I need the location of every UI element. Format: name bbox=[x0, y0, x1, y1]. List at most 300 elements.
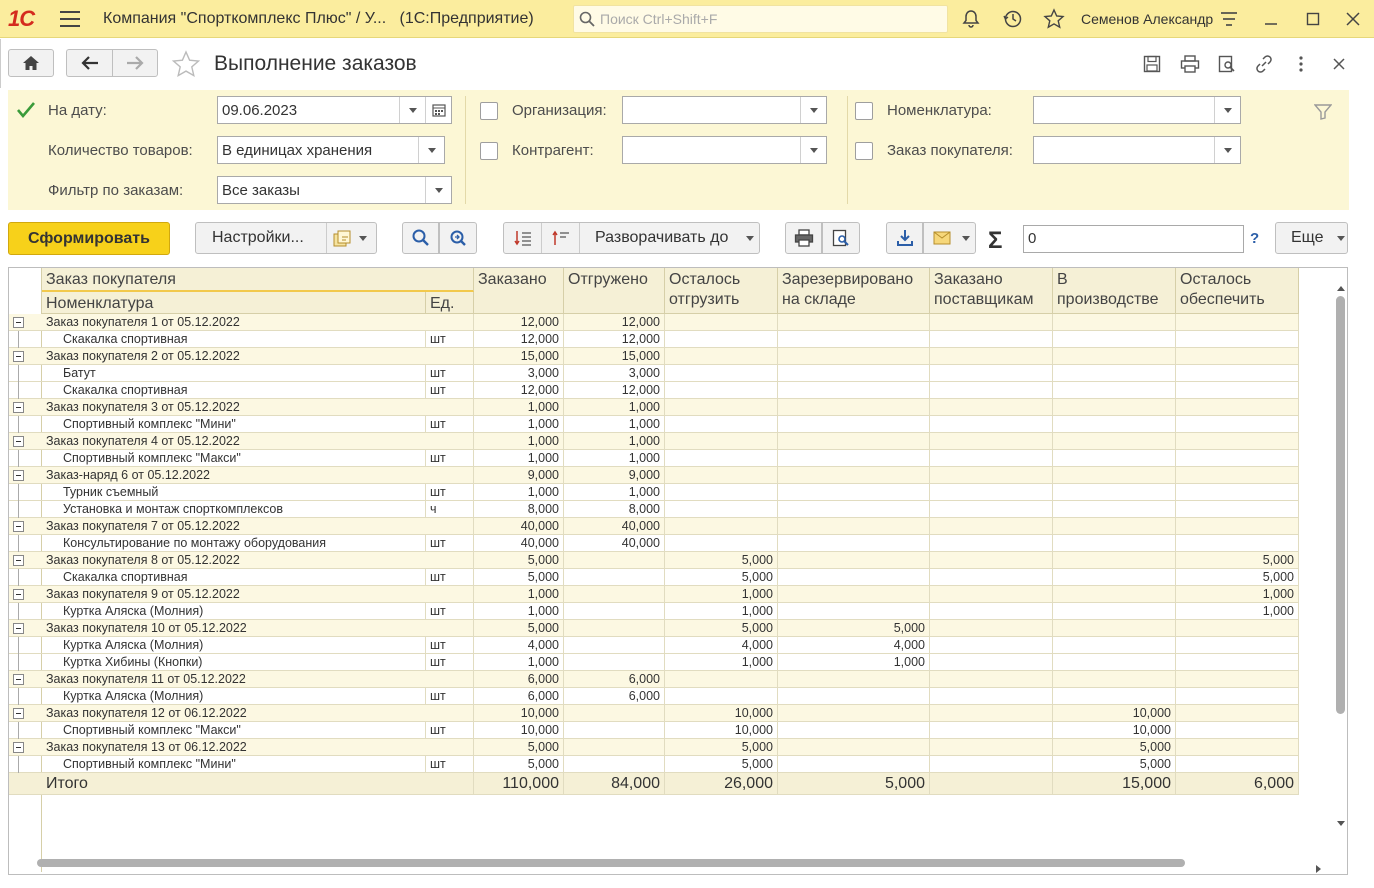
unit-cell[interactable]: шт bbox=[426, 416, 474, 432]
ordered-cell[interactable]: 1,000 bbox=[474, 399, 564, 415]
item-row[interactable] bbox=[9, 450, 1299, 467]
in-production-cell[interactable] bbox=[1053, 620, 1176, 636]
ordered-suppliers-cell[interactable] bbox=[930, 450, 1053, 466]
order-name-cell[interactable]: Заказ покупателя 13 от 06.12.2022 bbox=[42, 739, 474, 755]
in-production-cell[interactable] bbox=[1053, 348, 1176, 364]
in-production-cell[interactable] bbox=[1053, 365, 1176, 381]
order-name-cell[interactable]: Заказ покупателя 9 от 05.12.2022 bbox=[42, 586, 474, 602]
reserved-cell[interactable] bbox=[778, 467, 930, 483]
total-shipped-cell[interactable]: 84,000 bbox=[564, 773, 665, 795]
header-left-ship[interactable]: Осталось отгрузить bbox=[665, 268, 778, 314]
ordered-cell[interactable]: 6,000 bbox=[474, 688, 564, 704]
in-production-cell[interactable] bbox=[1053, 331, 1176, 347]
customer-order-field[interactable] bbox=[1033, 136, 1241, 164]
order-group-row[interactable] bbox=[9, 705, 1299, 722]
collapse-group-icon[interactable] bbox=[13, 742, 24, 753]
left-provide-cell[interactable] bbox=[1176, 399, 1299, 415]
nomenclature-field[interactable] bbox=[1033, 96, 1241, 124]
reserved-cell[interactable] bbox=[778, 501, 930, 517]
nomenclature-cell[interactable]: Скакалка спортивная bbox=[42, 331, 426, 347]
order-name-cell[interactable]: Заказ покупателя 3 от 05.12.2022 bbox=[42, 399, 474, 415]
ordered-cell[interactable]: 1,000 bbox=[474, 416, 564, 432]
left-ship-cell[interactable]: 1,000 bbox=[665, 654, 778, 670]
order-name-cell[interactable]: Заказ-наряд 6 от 05.12.2022 bbox=[42, 467, 474, 483]
collapse-group-icon[interactable] bbox=[13, 623, 24, 634]
order-group-row[interactable] bbox=[9, 518, 1299, 535]
shipped-cell[interactable]: 40,000 bbox=[564, 535, 665, 551]
expand-all-button[interactable] bbox=[504, 223, 541, 253]
reserved-cell[interactable] bbox=[778, 518, 930, 534]
left-ship-cell[interactable]: 10,000 bbox=[665, 705, 778, 721]
shipped-cell[interactable]: 8,000 bbox=[564, 501, 665, 517]
left-ship-cell[interactable] bbox=[665, 365, 778, 381]
header-left-provide[interactable]: Осталось обеспечить bbox=[1176, 268, 1299, 314]
organization-field[interactable] bbox=[622, 96, 827, 124]
left-provide-cell[interactable] bbox=[1176, 620, 1299, 636]
header-order[interactable]: Заказ покупателя bbox=[42, 268, 474, 292]
ordered-cell[interactable]: 4,000 bbox=[474, 637, 564, 653]
ordered-cell[interactable]: 8,000 bbox=[474, 501, 564, 517]
sum-icon[interactable]: Σ bbox=[988, 227, 1003, 254]
ordered-cell[interactable]: 1,000 bbox=[474, 603, 564, 619]
in-production-cell[interactable] bbox=[1053, 671, 1176, 687]
shipped-cell[interactable]: 12,000 bbox=[564, 382, 665, 398]
left-ship-cell[interactable] bbox=[665, 671, 778, 687]
order-group-row[interactable] bbox=[9, 739, 1299, 756]
left-provide-cell[interactable] bbox=[1176, 433, 1299, 449]
unit-cell[interactable]: шт bbox=[426, 365, 474, 381]
in-production-cell[interactable] bbox=[1053, 654, 1176, 670]
close-window-icon[interactable] bbox=[1340, 6, 1366, 32]
order-name-cell[interactable]: Заказ покупателя 1 от 05.12.2022 bbox=[42, 314, 474, 330]
organization-dropdown-icon[interactable] bbox=[800, 97, 826, 123]
reserved-cell[interactable] bbox=[778, 450, 930, 466]
ordered-suppliers-cell[interactable] bbox=[930, 739, 1053, 755]
left-ship-cell[interactable] bbox=[665, 518, 778, 534]
shipped-cell[interactable]: 12,000 bbox=[564, 331, 665, 347]
left-provide-cell[interactable] bbox=[1176, 382, 1299, 398]
collapse-group-icon[interactable] bbox=[13, 470, 24, 481]
reserved-cell[interactable] bbox=[778, 535, 930, 551]
nomenclature-cell[interactable]: Скакалка спортивная bbox=[42, 569, 426, 585]
item-row[interactable] bbox=[9, 365, 1299, 382]
nomenclature-cell[interactable]: Куртка Аляска (Молния) bbox=[42, 603, 426, 619]
item-row[interactable] bbox=[9, 756, 1299, 773]
order-filter-dropdown-icon[interactable] bbox=[425, 177, 451, 203]
collapse-group-icon[interactable] bbox=[13, 351, 24, 362]
ordered-suppliers-cell[interactable] bbox=[930, 501, 1053, 517]
date-field[interactable] bbox=[217, 96, 452, 124]
item-row[interactable] bbox=[9, 331, 1299, 348]
left-ship-cell[interactable] bbox=[665, 399, 778, 415]
unit-cell[interactable]: шт bbox=[426, 484, 474, 500]
ordered-cell[interactable]: 6,000 bbox=[474, 671, 564, 687]
left-provide-cell[interactable]: 1,000 bbox=[1176, 603, 1299, 619]
left-provide-cell[interactable] bbox=[1176, 705, 1299, 721]
header-in-production[interactable]: В производстве bbox=[1053, 268, 1176, 314]
shipped-cell[interactable] bbox=[564, 586, 665, 602]
collapse-group-icon[interactable] bbox=[13, 589, 24, 600]
ordered-suppliers-cell[interactable] bbox=[930, 399, 1053, 415]
print-button[interactable] bbox=[785, 222, 822, 254]
shipped-cell[interactable]: 3,000 bbox=[564, 365, 665, 381]
reserved-cell[interactable] bbox=[778, 484, 930, 500]
sum-field[interactable] bbox=[1023, 225, 1244, 253]
unit-cell[interactable]: шт bbox=[426, 756, 474, 772]
ordered-suppliers-cell[interactable] bbox=[930, 756, 1053, 772]
ordered-cell[interactable]: 12,000 bbox=[474, 382, 564, 398]
ordered-cell[interactable]: 3,000 bbox=[474, 365, 564, 381]
bell-icon[interactable] bbox=[958, 6, 984, 32]
left-provide-cell[interactable] bbox=[1176, 518, 1299, 534]
ordered-cell[interactable]: 10,000 bbox=[474, 705, 564, 721]
shipped-cell[interactable]: 40,000 bbox=[564, 518, 665, 534]
in-production-cell[interactable] bbox=[1053, 314, 1176, 330]
shipped-cell[interactable] bbox=[564, 620, 665, 636]
nomenclature-cell[interactable]: Куртка Аляска (Молния) bbox=[42, 637, 426, 653]
item-row[interactable] bbox=[9, 382, 1299, 399]
left-provide-cell[interactable] bbox=[1176, 365, 1299, 381]
unit-cell[interactable]: шт bbox=[426, 637, 474, 653]
ordered-suppliers-cell[interactable] bbox=[930, 365, 1053, 381]
unit-cell[interactable]: шт bbox=[426, 450, 474, 466]
left-provide-cell[interactable] bbox=[1176, 314, 1299, 330]
unit-cell[interactable]: шт bbox=[426, 688, 474, 704]
ordered-cell[interactable]: 5,000 bbox=[474, 620, 564, 636]
item-row[interactable] bbox=[9, 569, 1299, 586]
collapse-group-icon[interactable] bbox=[13, 708, 24, 719]
ordered-suppliers-cell[interactable] bbox=[930, 518, 1053, 534]
shipped-cell[interactable] bbox=[564, 603, 665, 619]
reserved-cell[interactable] bbox=[778, 722, 930, 738]
ordered-suppliers-cell[interactable] bbox=[930, 705, 1053, 721]
header-ordered-suppliers[interactable]: Заказано поставщикам bbox=[930, 268, 1053, 314]
shipped-cell[interactable]: 6,000 bbox=[564, 671, 665, 687]
vertical-scrollbar-thumb[interactable] bbox=[1336, 296, 1345, 714]
calendar-icon[interactable] bbox=[425, 97, 451, 123]
reserved-cell[interactable] bbox=[778, 348, 930, 364]
left-provide-cell[interactable] bbox=[1176, 756, 1299, 772]
left-ship-cell[interactable] bbox=[665, 331, 778, 347]
collapse-group-icon[interactable] bbox=[13, 521, 24, 532]
left-ship-cell[interactable]: 10,000 bbox=[665, 722, 778, 738]
unit-cell[interactable]: шт bbox=[426, 331, 474, 347]
ordered-suppliers-cell[interactable] bbox=[930, 484, 1053, 500]
collapse-group-icon[interactable] bbox=[13, 555, 24, 566]
scroll-up-icon[interactable] bbox=[1337, 278, 1345, 294]
left-provide-cell[interactable] bbox=[1176, 535, 1299, 551]
ordered-cell[interactable]: 1,000 bbox=[474, 450, 564, 466]
in-production-cell[interactable] bbox=[1053, 586, 1176, 602]
nomenclature-cell[interactable]: Батут bbox=[42, 365, 426, 381]
unit-cell[interactable]: шт bbox=[426, 569, 474, 585]
date-checkbox[interactable] bbox=[16, 101, 34, 119]
left-provide-cell[interactable] bbox=[1176, 637, 1299, 653]
left-provide-cell[interactable] bbox=[1176, 722, 1299, 738]
filter-funnel-icon[interactable] bbox=[1314, 104, 1332, 123]
order-group-row[interactable] bbox=[9, 552, 1299, 569]
ordered-suppliers-cell[interactable] bbox=[930, 314, 1053, 330]
ordered-suppliers-cell[interactable] bbox=[930, 671, 1053, 687]
more-button[interactable] bbox=[1275, 222, 1348, 254]
ordered-cell[interactable]: 1,000 bbox=[474, 654, 564, 670]
in-production-cell[interactable] bbox=[1053, 535, 1176, 551]
main-menu-icon[interactable] bbox=[60, 11, 80, 27]
in-production-cell[interactable] bbox=[1053, 433, 1176, 449]
header-shipped[interactable]: Отгружено bbox=[564, 268, 665, 314]
left-ship-cell[interactable]: 5,000 bbox=[665, 569, 778, 585]
left-ship-cell[interactable]: 5,000 bbox=[665, 552, 778, 568]
shipped-cell[interactable] bbox=[564, 654, 665, 670]
order-name-cell[interactable]: Заказ покупателя 11 от 05.12.2022 bbox=[42, 671, 474, 687]
order-group-row[interactable] bbox=[9, 467, 1299, 484]
ordered-cell[interactable]: 1,000 bbox=[474, 433, 564, 449]
preview-icon[interactable] bbox=[1214, 51, 1240, 77]
unit-cell[interactable]: шт bbox=[426, 654, 474, 670]
left-ship-cell[interactable] bbox=[665, 348, 778, 364]
reserved-cell[interactable] bbox=[778, 756, 930, 772]
reserved-cell[interactable] bbox=[778, 603, 930, 619]
left-ship-cell[interactable]: 5,000 bbox=[665, 620, 778, 636]
order-name-cell[interactable]: Заказ покупателя 2 от 05.12.2022 bbox=[42, 348, 474, 364]
left-ship-cell[interactable] bbox=[665, 314, 778, 330]
in-production-cell[interactable] bbox=[1053, 382, 1176, 398]
collapse-group-icon[interactable] bbox=[13, 436, 24, 447]
reserved-cell[interactable]: 1,000 bbox=[778, 654, 930, 670]
find-next-button[interactable] bbox=[439, 222, 477, 254]
counterparty-field[interactable] bbox=[622, 136, 827, 164]
home-button[interactable] bbox=[8, 49, 54, 77]
left-provide-cell[interactable] bbox=[1176, 450, 1299, 466]
order-name-cell[interactable]: Заказ покупателя 8 от 05.12.2022 bbox=[42, 552, 474, 568]
shipped-cell[interactable]: 12,000 bbox=[564, 314, 665, 330]
nomenclature-cell[interactable]: Спортивный комплекс "Макси" bbox=[42, 450, 426, 466]
forward-button[interactable] bbox=[112, 49, 158, 77]
reserved-cell[interactable] bbox=[778, 552, 930, 568]
header-ordered[interactable]: Заказано bbox=[474, 268, 564, 314]
help-button[interactable]: ? bbox=[1250, 230, 1260, 247]
print-preview-button[interactable] bbox=[822, 222, 860, 254]
ordered-suppliers-cell[interactable] bbox=[930, 569, 1053, 585]
left-ship-cell[interactable] bbox=[665, 433, 778, 449]
item-row[interactable] bbox=[9, 484, 1299, 501]
ordered-cell[interactable]: 5,000 bbox=[474, 739, 564, 755]
print-icon[interactable] bbox=[1177, 51, 1203, 77]
reserved-cell[interactable] bbox=[778, 705, 930, 721]
reserved-cell[interactable] bbox=[778, 671, 930, 687]
in-production-cell[interactable] bbox=[1053, 501, 1176, 517]
link-icon[interactable] bbox=[1251, 51, 1277, 77]
in-production-cell[interactable] bbox=[1053, 484, 1176, 500]
close-form-icon[interactable] bbox=[1326, 51, 1352, 77]
left-provide-cell[interactable] bbox=[1176, 416, 1299, 432]
favorite-star-icon[interactable] bbox=[171, 50, 201, 81]
generate-button[interactable]: Сформировать bbox=[8, 222, 170, 255]
back-button[interactable] bbox=[66, 49, 112, 77]
in-production-cell[interactable] bbox=[1053, 637, 1176, 653]
reserved-cell[interactable] bbox=[778, 416, 930, 432]
reserved-cell[interactable] bbox=[778, 314, 930, 330]
nomenclature-cell[interactable]: Консультирование по монтажу оборудования bbox=[42, 535, 426, 551]
left-provide-cell[interactable] bbox=[1176, 654, 1299, 670]
in-production-cell[interactable] bbox=[1053, 450, 1176, 466]
history-icon[interactable] bbox=[1000, 6, 1026, 32]
shipped-cell[interactable]: 1,000 bbox=[564, 433, 665, 449]
reserved-cell[interactable] bbox=[778, 433, 930, 449]
in-production-cell[interactable] bbox=[1053, 416, 1176, 432]
nomenclature-cell[interactable]: Спортивный комплекс "Мини" bbox=[42, 416, 426, 432]
minimize-icon[interactable] bbox=[1258, 6, 1284, 32]
left-ship-cell[interactable] bbox=[665, 501, 778, 517]
save-icon[interactable] bbox=[1139, 51, 1165, 77]
ordered-cell[interactable]: 12,000 bbox=[474, 331, 564, 347]
in-production-cell[interactable] bbox=[1053, 399, 1176, 415]
in-production-cell[interactable] bbox=[1053, 467, 1176, 483]
expand-to-button[interactable] bbox=[580, 223, 760, 253]
order-group-row[interactable] bbox=[9, 586, 1299, 603]
header-nomenclature[interactable]: Номенклатура bbox=[42, 292, 426, 314]
left-provide-cell[interactable] bbox=[1176, 348, 1299, 364]
ordered-cell[interactable]: 1,000 bbox=[474, 484, 564, 500]
left-provide-cell[interactable] bbox=[1176, 484, 1299, 500]
order-group-row[interactable] bbox=[9, 671, 1299, 688]
collapse-group-icon[interactable] bbox=[13, 317, 24, 328]
reserved-cell[interactable] bbox=[778, 365, 930, 381]
shipped-cell[interactable]: 1,000 bbox=[564, 399, 665, 415]
maximize-icon[interactable] bbox=[1300, 6, 1326, 32]
left-provide-cell[interactable] bbox=[1176, 671, 1299, 687]
report-grid[interactable] bbox=[8, 267, 1348, 875]
left-provide-cell[interactable] bbox=[1176, 467, 1299, 483]
customer-order-checkbox[interactable] bbox=[855, 142, 873, 160]
in-production-cell[interactable]: 5,000 bbox=[1053, 739, 1176, 755]
total-left-ship-cell[interactable]: 26,000 bbox=[665, 773, 778, 795]
left-ship-cell[interactable]: 4,000 bbox=[665, 637, 778, 653]
reserved-cell[interactable]: 5,000 bbox=[778, 620, 930, 636]
shipped-cell[interactable]: 6,000 bbox=[564, 688, 665, 704]
ordered-cell[interactable]: 5,000 bbox=[474, 552, 564, 568]
reserved-cell[interactable] bbox=[778, 399, 930, 415]
shipped-cell[interactable] bbox=[564, 569, 665, 585]
ordered-cell[interactable]: 15,000 bbox=[474, 348, 564, 364]
ordered-suppliers-cell[interactable] bbox=[930, 467, 1053, 483]
unit-cell[interactable]: шт bbox=[426, 722, 474, 738]
unit-cell[interactable]: шт bbox=[426, 382, 474, 398]
ordered-suppliers-cell[interactable] bbox=[930, 433, 1053, 449]
nomenclature-cell[interactable]: Турник съемный bbox=[42, 484, 426, 500]
ordered-suppliers-cell[interactable] bbox=[930, 586, 1053, 602]
left-provide-cell[interactable] bbox=[1176, 688, 1299, 704]
scroll-down-icon[interactable] bbox=[1337, 813, 1345, 829]
shipped-cell[interactable] bbox=[564, 756, 665, 772]
in-production-cell[interactable] bbox=[1053, 688, 1176, 704]
total-ordered-suppliers-cell[interactable] bbox=[930, 773, 1053, 795]
left-provide-cell[interactable]: 5,000 bbox=[1176, 552, 1299, 568]
nomenclature-cell[interactable]: Установка и монтаж спорткомплексов bbox=[42, 501, 426, 517]
order-name-cell[interactable]: Заказ покупателя 7 от 05.12.2022 bbox=[42, 518, 474, 534]
order-group-row[interactable] bbox=[9, 348, 1299, 365]
item-row[interactable] bbox=[9, 603, 1299, 620]
global-search-input[interactable] bbox=[573, 5, 948, 33]
order-group-row[interactable] bbox=[9, 620, 1299, 637]
order-group-row[interactable] bbox=[9, 314, 1299, 331]
ordered-suppliers-cell[interactable] bbox=[930, 552, 1053, 568]
shipped-cell[interactable] bbox=[564, 705, 665, 721]
ordered-suppliers-cell[interactable] bbox=[930, 535, 1053, 551]
in-production-cell[interactable] bbox=[1053, 552, 1176, 568]
ordered-cell[interactable]: 5,000 bbox=[474, 569, 564, 585]
settings-button[interactable] bbox=[195, 222, 377, 254]
order-name-cell[interactable]: Заказ покупателя 4 от 05.12.2022 bbox=[42, 433, 474, 449]
counterparty-dropdown-icon[interactable] bbox=[800, 137, 826, 163]
in-production-cell[interactable]: 5,000 bbox=[1053, 756, 1176, 772]
ordered-suppliers-cell[interactable] bbox=[930, 331, 1053, 347]
left-ship-cell[interactable] bbox=[665, 688, 778, 704]
favorites-star-icon[interactable] bbox=[1041, 6, 1067, 32]
ordered-suppliers-cell[interactable] bbox=[930, 722, 1053, 738]
in-production-cell[interactable] bbox=[1053, 603, 1176, 619]
collapse-all-button[interactable] bbox=[542, 223, 579, 253]
item-row[interactable] bbox=[9, 654, 1299, 671]
order-group-row[interactable] bbox=[9, 433, 1299, 450]
shipped-cell[interactable]: 1,000 bbox=[564, 416, 665, 432]
left-provide-cell[interactable] bbox=[1176, 739, 1299, 755]
in-production-cell[interactable] bbox=[1053, 518, 1176, 534]
customer-order-dropdown-icon[interactable] bbox=[1214, 137, 1240, 163]
ordered-cell[interactable]: 5,000 bbox=[474, 756, 564, 772]
ordered-suppliers-cell[interactable] bbox=[930, 416, 1053, 432]
find-button[interactable] bbox=[402, 222, 439, 254]
settings-menu-icon[interactable] bbox=[1216, 6, 1242, 32]
left-provide-cell[interactable] bbox=[1176, 331, 1299, 347]
item-row[interactable] bbox=[9, 535, 1299, 552]
ordered-suppliers-cell[interactable] bbox=[930, 603, 1053, 619]
shipped-cell[interactable]: 1,000 bbox=[564, 484, 665, 500]
nomenclature-cell[interactable]: Спортивный комплекс "Мини" bbox=[42, 756, 426, 772]
ordered-suppliers-cell[interactable] bbox=[930, 620, 1053, 636]
left-provide-cell[interactable]: 5,000 bbox=[1176, 569, 1299, 585]
date-dropdown-icon[interactable] bbox=[399, 97, 425, 123]
reserved-cell[interactable]: 4,000 bbox=[778, 637, 930, 653]
shipped-cell[interactable] bbox=[564, 637, 665, 653]
left-ship-cell[interactable] bbox=[665, 467, 778, 483]
send-email-button[interactable] bbox=[923, 222, 976, 254]
total-in-production-cell[interactable]: 15,000 bbox=[1053, 773, 1176, 795]
ordered-suppliers-cell[interactable] bbox=[930, 348, 1053, 364]
current-user[interactable]: Семенов Александр bbox=[1081, 11, 1214, 27]
order-name-cell[interactable]: Заказ покупателя 12 от 06.12.2022 bbox=[42, 705, 474, 721]
reserved-cell[interactable] bbox=[778, 382, 930, 398]
left-ship-cell[interactable]: 1,000 bbox=[665, 586, 778, 602]
counterparty-checkbox[interactable] bbox=[480, 142, 498, 160]
reserved-cell[interactable] bbox=[778, 739, 930, 755]
total-reserved-cell[interactable]: 5,000 bbox=[778, 773, 930, 795]
qty-select[interactable] bbox=[217, 136, 445, 164]
ordered-cell[interactable]: 12,000 bbox=[474, 314, 564, 330]
shipped-cell[interactable] bbox=[564, 722, 665, 738]
left-ship-cell[interactable] bbox=[665, 484, 778, 500]
left-provide-cell[interactable]: 1,000 bbox=[1176, 586, 1299, 602]
more-actions-icon[interactable] bbox=[1288, 51, 1314, 77]
item-row[interactable] bbox=[9, 501, 1299, 518]
ordered-cell[interactable]: 40,000 bbox=[474, 535, 564, 551]
left-ship-cell[interactable] bbox=[665, 382, 778, 398]
shipped-cell[interactable]: 9,000 bbox=[564, 467, 665, 483]
ordered-suppliers-cell[interactable] bbox=[930, 637, 1053, 653]
ordered-cell[interactable]: 9,000 bbox=[474, 467, 564, 483]
order-name-cell[interactable]: Заказ покупателя 10 от 05.12.2022 bbox=[42, 620, 474, 636]
scroll-right-icon[interactable] bbox=[1316, 860, 1321, 875]
